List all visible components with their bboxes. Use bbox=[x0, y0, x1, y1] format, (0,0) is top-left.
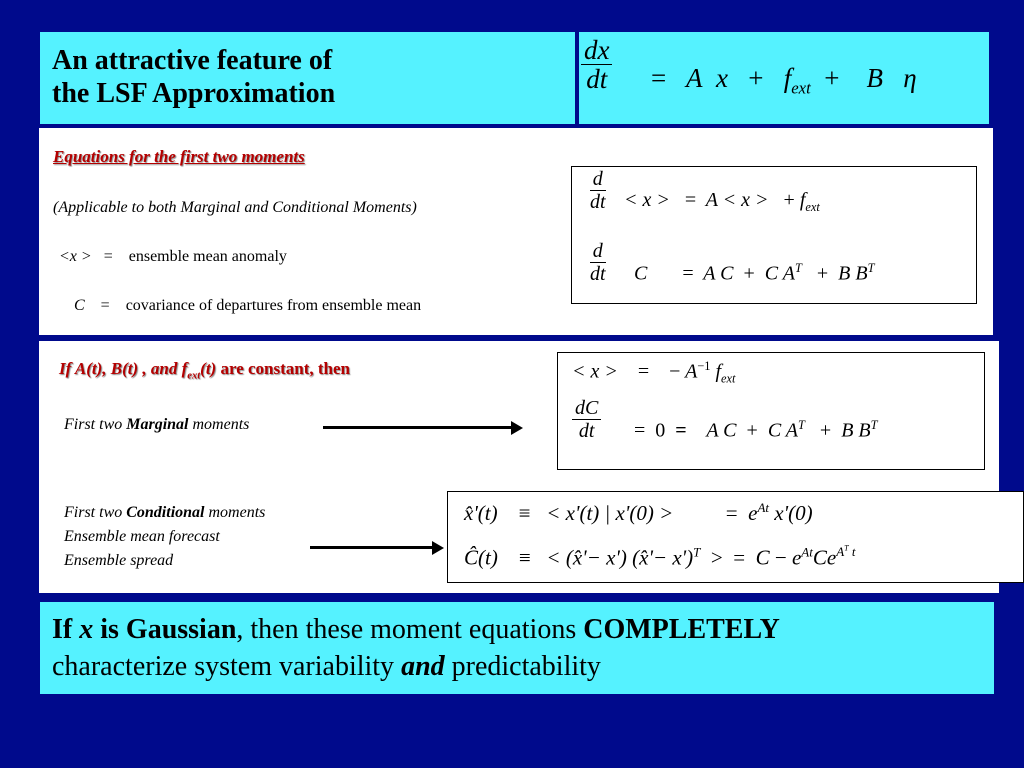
spread-label: Ensemble spread bbox=[64, 552, 174, 569]
marginal-label: First two Marginal moments bbox=[64, 416, 250, 433]
header-rhs: = A x + $f_{ext}$ + B η bbox=[651, 63, 917, 98]
marginal-cov-derivative: $\frac{dC}{dt}$ bbox=[572, 398, 601, 442]
covariance-symbol: C bbox=[74, 297, 85, 314]
conditional-arrow-icon bbox=[310, 545, 446, 565]
title-line-1: An attractive feature of bbox=[52, 45, 333, 76]
covariance-description: covariance of departures from ensemble mean bbox=[125, 297, 422, 314]
header-equation bbox=[579, 32, 989, 124]
marginal-mean-equation: < x > = − $A^{-1}$ $f_{ext}$ bbox=[572, 359, 736, 386]
slide-title bbox=[40, 32, 575, 124]
title-line-2: the LSF Approximation bbox=[52, 78, 336, 109]
section2-heading: If A(t), B(t) , and $f_{ext}(t)$ are constant, then bbox=[59, 359, 350, 382]
eq1-body: < x > = A < x > + $f_{ext}$ bbox=[624, 189, 820, 214]
section1-heading: Equations for the first two moments bbox=[53, 147, 305, 166]
mean-definition: <x > = ensemble mean anomaly bbox=[59, 248, 287, 265]
header-derivative bbox=[581, 36, 612, 95]
mean-description: ensemble mean anomaly bbox=[128, 248, 287, 265]
marginal-covariance-equation: = 0 = A C + C $A^T$ + B $B^T$ bbox=[634, 418, 878, 442]
eq1-derivative: $\frac{d}{dt}$ bbox=[590, 168, 606, 213]
marginal-equations-box bbox=[557, 352, 985, 470]
header-derivative-den: dt bbox=[586, 64, 608, 95]
banner-line-2: characterize system variability and predictability bbox=[52, 651, 601, 682]
eq2-body: C = A C + C $A^T$ + B $B^T$ bbox=[634, 261, 875, 285]
header-derivative-num: dx bbox=[581, 36, 612, 65]
moment-equations-box bbox=[571, 166, 977, 304]
forecast-label: Ensemble mean forecast bbox=[64, 528, 220, 545]
banner-line-1: If x is Gaussian, then these moment equations COMPLETELY bbox=[52, 614, 780, 645]
conditional-labels bbox=[64, 501, 265, 573]
conditional-equations-box bbox=[447, 491, 1024, 583]
conditional-label: First two Conditional moments bbox=[64, 504, 266, 521]
mean-symbol: <x > bbox=[59, 248, 92, 265]
eq2-derivative: $\frac{d}{dt}$ bbox=[590, 240, 606, 285]
gaussian-conclusion-banner bbox=[40, 602, 994, 694]
marginal-arrow-icon bbox=[323, 425, 525, 445]
moments-panel bbox=[39, 128, 993, 335]
applicability-note: (Applicable to both Marginal and Conditional Moments) bbox=[53, 199, 417, 216]
spread-equation: Ĉ(t) ≡ < (x̂'− x') (x̂'− x')$^T$ > = $C - e^{At}Ce^{A^T t}$ bbox=[464, 544, 856, 570]
forecast-equation: x̂'(t) ≡ < x'(t) | x'(0) > = $e^{At}$ x'(0) bbox=[464, 500, 813, 525]
constant-coefficients-panel bbox=[39, 341, 999, 593]
covariance-definition: C = covariance of departures from ensemble mean bbox=[74, 297, 422, 314]
